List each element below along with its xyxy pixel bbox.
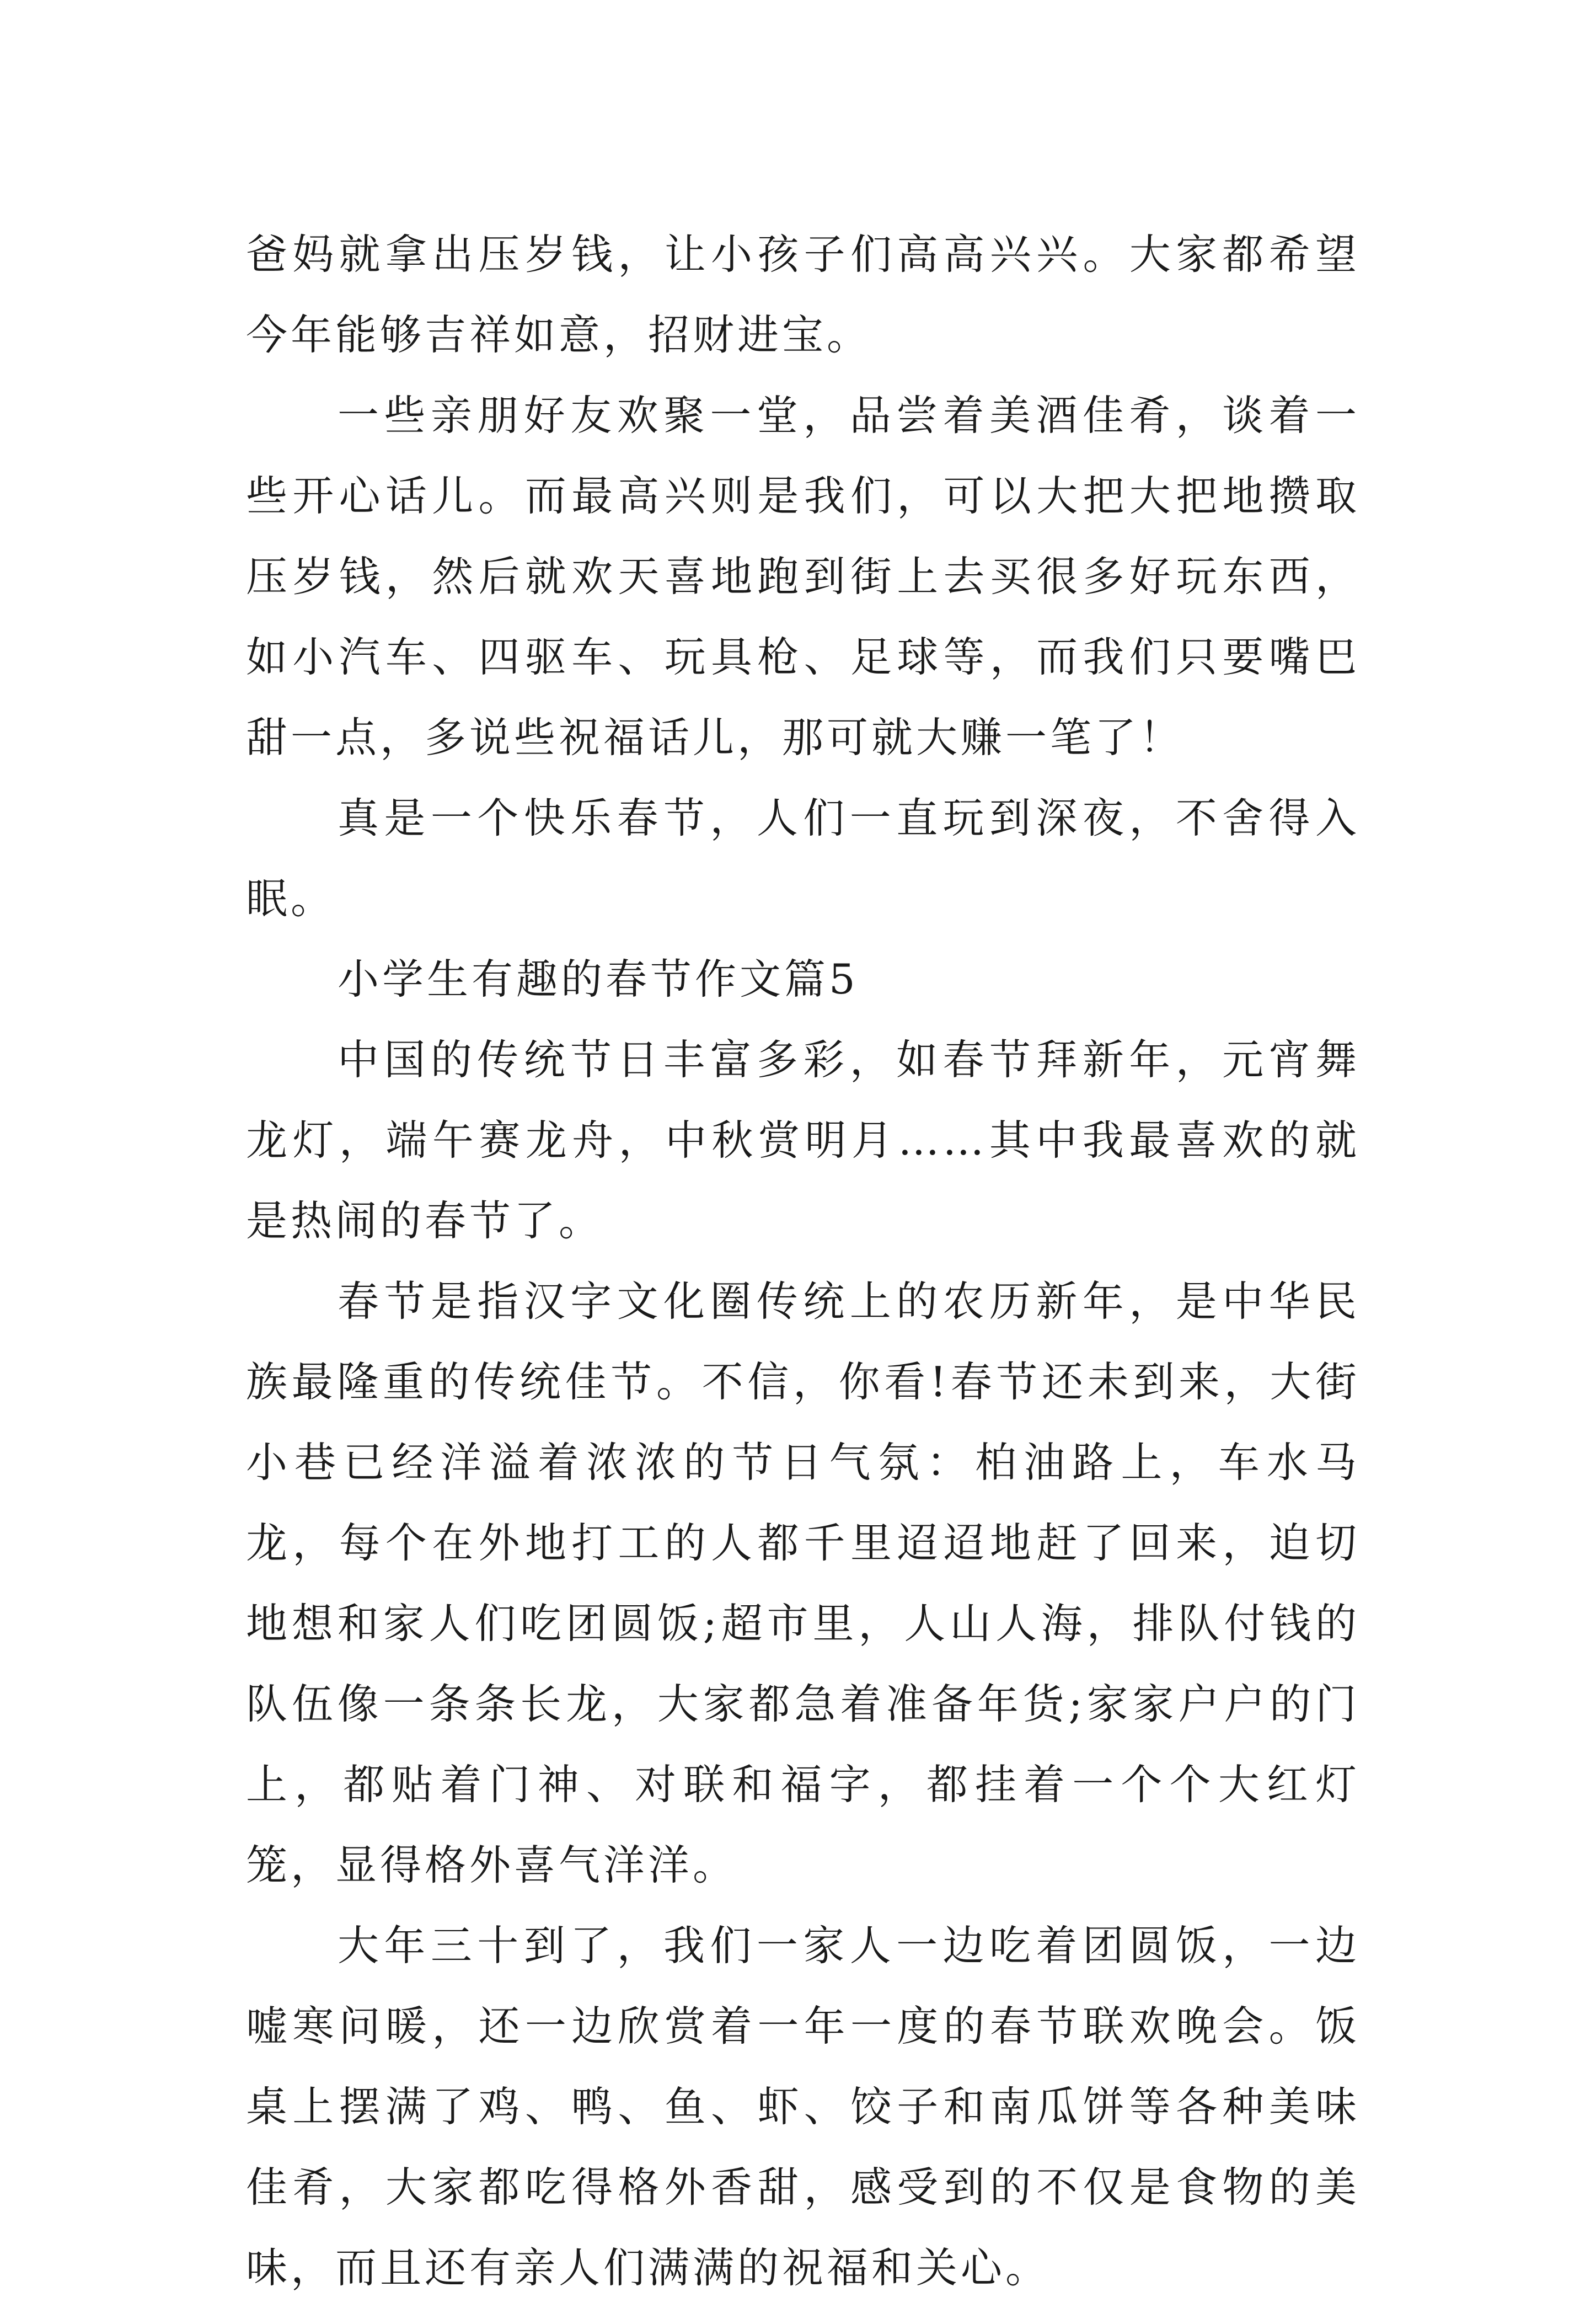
section-heading: 小学生有趣的春节作文篇5	[338, 955, 859, 1003]
paragraph: 爸妈就拿出压岁钱，让小孩子们高高兴兴。大家都希望今年能够吉祥如意，招财进宝。	[246, 230, 1360, 359]
paragraph: 春节是指汉字文化圈传统上的农历新年，是中华民族最隆重的传统佳节。不信，你看!春节还未到来，大街小巷已经洋溢着浓浓的节日气氛：柏油路上，车水马龙，每个在外地打工的人都千里迢迢地赶了回来，迫切地想和家人们吃团圆饭;超市里，人山人海，排队付钱的队伍像一条条长龙，大家都急着准备年货;家家户户的门上，都贴着门神、对联和福字，都挂着一个个大红灯笼，显得格外喜气洋洋。	[246, 1277, 1360, 1889]
paragraph: 中国的传统节日丰富多彩，如春节拜新年，元宵舞龙灯，端午赛龙舟，中秋赏明月……其中我最喜欢的就是热闹的春节了。	[246, 1035, 1360, 1245]
paragraph: 真是一个快乐春节，人们一直玩到深夜，不舍得入眠。	[246, 794, 1360, 923]
body-text	[246, 214, 1360, 2308]
paragraph: 大年三十到了，我们一家人一边吃着团圆饭，一边嘘寒问暖，还一边欣赏着一年一度的春节联欢晚会。饭桌上摆满了鸡、鸭、鱼、虾、饺子和南瓜饼等各种美味佳肴，大家都吃得格外香甜，感受到的不仅是食物的美味，而且还有亲人们满满的祝福和关心。	[246, 1921, 1360, 2292]
paragraph: 一些亲朋好友欢聚一堂，品尝着美酒佳肴，谈着一些开心话儿。而最高兴则是我们，可以大把大把地攒取压岁钱，然后就欢天喜地跑到街上去买很多好玩东西，如小汽车、四驱车、玩具枪、足球等，而我们只要嘴巴甜一点，多说些祝福话儿，那可就大赚一笔了！	[246, 391, 1360, 762]
